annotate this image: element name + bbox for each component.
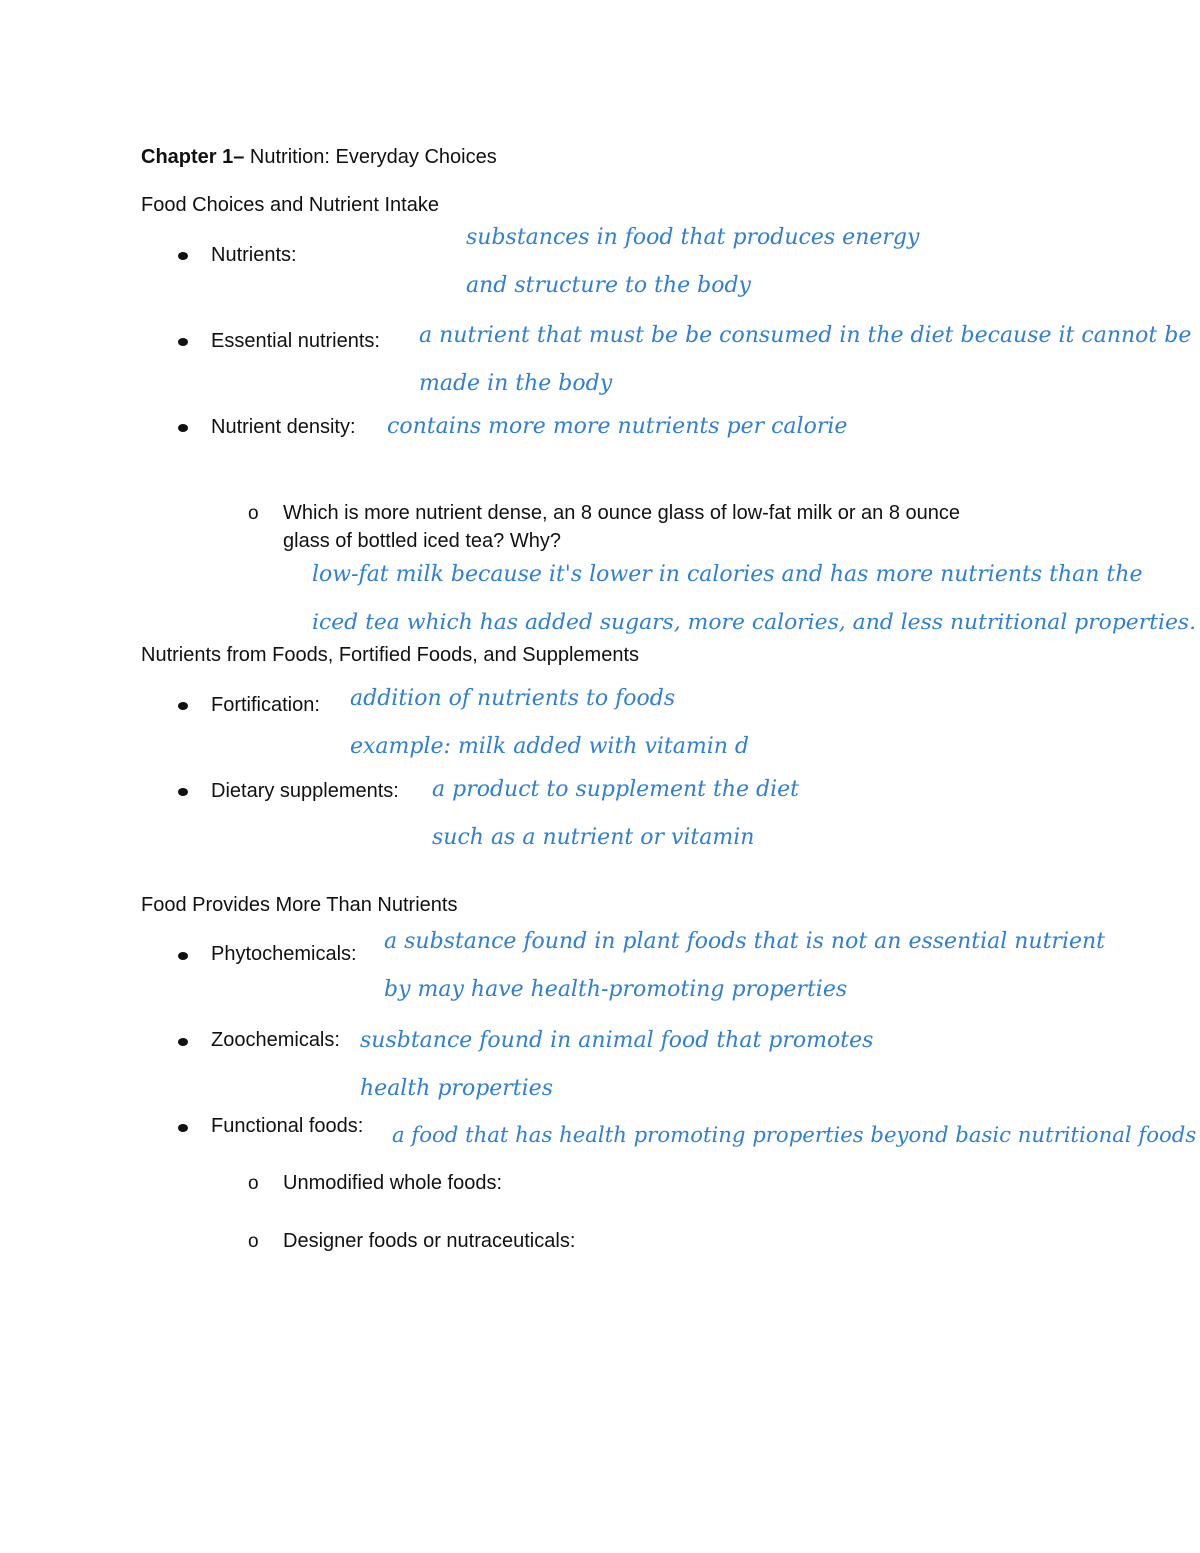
term-nutrients: Nutrients: xyxy=(211,244,297,266)
title-chapter: Chapter 1– xyxy=(141,146,245,168)
answer-phyto-line1: a substance found in plant foods that is not an essential nutrient xyxy=(384,929,1106,954)
page-title xyxy=(141,145,497,169)
answer-fortification-line1: addition of nutrients to foods xyxy=(350,686,676,711)
answer-essential-line1: a nutrient that must be be consumed in the diet because it cannot be xyxy=(419,323,1192,348)
bullet-icon xyxy=(178,788,188,796)
section-heading-food-choices: Food Choices and Nutrient Intake xyxy=(141,194,439,216)
term-phytochemicals: Phytochemicals: xyxy=(211,943,357,965)
question-line2: glass of bottled iced tea? Why? xyxy=(283,530,561,552)
term-essential-nutrients: Essential nutrients: xyxy=(211,330,380,352)
title-text: Nutrition: Everyday Choices xyxy=(244,146,497,168)
term-functional-foods: Functional foods: xyxy=(211,1115,364,1137)
answer-zoo-line1: susbtance found in animal food that promotes xyxy=(360,1028,874,1053)
answer-supplements-line1: a product to supplement the diet xyxy=(432,777,800,802)
bullet-icon xyxy=(178,952,188,960)
answer-question-line1: low-fat milk because it's lower in calories and has more nutrients than the xyxy=(312,562,1143,587)
section-heading-more-than-nutrients: Food Provides More Than Nutrients xyxy=(141,894,458,916)
bullet-icon xyxy=(178,1038,188,1046)
sub-bullet-icon: o xyxy=(248,503,259,524)
answer-essential-line2: made in the body xyxy=(419,371,613,396)
term-designer-foods: Designer foods or nutraceuticals: xyxy=(283,1230,576,1252)
answer-question-line2: iced tea which has added sugars, more calories, and less nutritional properties. xyxy=(312,610,1197,635)
question-line1: Which is more nutrient dense, an 8 ounce glass of low-fat milk or an 8 ounce xyxy=(283,502,961,524)
answer-supplements-line2: such as a nutrient or vitamin xyxy=(432,825,755,850)
sub-bullet-icon: o xyxy=(248,1231,259,1252)
bullet-icon xyxy=(178,1124,188,1132)
term-nutrient-density: Nutrient density: xyxy=(211,416,356,438)
answer-density: contains more more nutrients per calorie xyxy=(387,414,848,439)
term-unmodified-whole-foods: Unmodified whole foods: xyxy=(283,1172,503,1194)
term-dietary-supplements: Dietary supplements: xyxy=(211,780,399,802)
sub-bullet-icon: o xyxy=(248,1173,259,1194)
bullet-icon xyxy=(178,252,188,260)
bullet-icon xyxy=(178,338,188,346)
answer-nutrients-line1: substances in food that produces energy xyxy=(466,225,920,250)
bullet-icon xyxy=(178,424,188,432)
section-heading-fortified: Nutrients from Foods, Fortified Foods, and Supplements xyxy=(141,644,640,666)
bullet-icon xyxy=(178,702,188,710)
answer-fortification-line2: example: milk added with vitamin d xyxy=(350,734,750,759)
term-zoochemicals: Zoochemicals: xyxy=(211,1029,340,1051)
answer-nutrients-line2: and structure to the body xyxy=(466,273,751,298)
answer-functional: a food that has health promoting properties beyond basic nutritional foods xyxy=(392,1123,1197,1148)
answer-phyto-line2: by may have health-promoting properties xyxy=(384,977,848,1002)
answer-zoo-line2: health properties xyxy=(360,1076,553,1101)
term-fortification: Fortification: xyxy=(211,694,320,716)
